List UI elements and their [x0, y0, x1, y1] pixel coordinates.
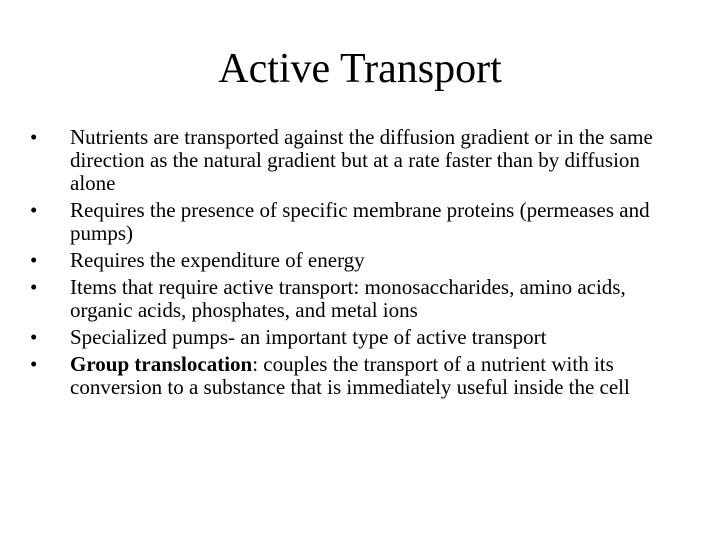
list-item	[30, 126, 690, 195]
bullet-text: Nutrients are transported against the diffusion gradient or in the same direction as the natural gradient but at a rate faster than by diffusion alone	[70, 125, 653, 195]
bullet-text: Requires the expenditure of energy	[70, 248, 365, 272]
bullet-icon: •	[30, 325, 38, 349]
bullet-list	[30, 126, 690, 403]
bullet-icon: •	[30, 275, 38, 299]
bullet-text: : couples the transport of a nutrient with its conversion to a substance that is immediately useful inside the cell	[70, 352, 630, 399]
slide-title: Active Transport	[218, 46, 502, 92]
bullet-icon: •	[30, 248, 38, 272]
list-item	[30, 199, 690, 245]
bullet-icon: •	[30, 198, 38, 222]
bullet-text: Specialized pumps- an important type of active transport	[70, 325, 547, 349]
list-item	[30, 353, 690, 399]
bullet-text: Requires the presence of specific membrane proteins (permeases and pumps)	[70, 198, 650, 245]
bullet-term: Group translocation	[70, 352, 253, 376]
bullet-icon: •	[30, 125, 38, 149]
list-item	[30, 249, 690, 272]
bullet-text: Items that require active transport: monosaccharides, amino acids, organic acids, phosphates, and metal ions	[70, 275, 626, 322]
list-item	[30, 326, 690, 349]
bullet-icon: •	[30, 352, 38, 376]
list-item	[30, 276, 690, 322]
